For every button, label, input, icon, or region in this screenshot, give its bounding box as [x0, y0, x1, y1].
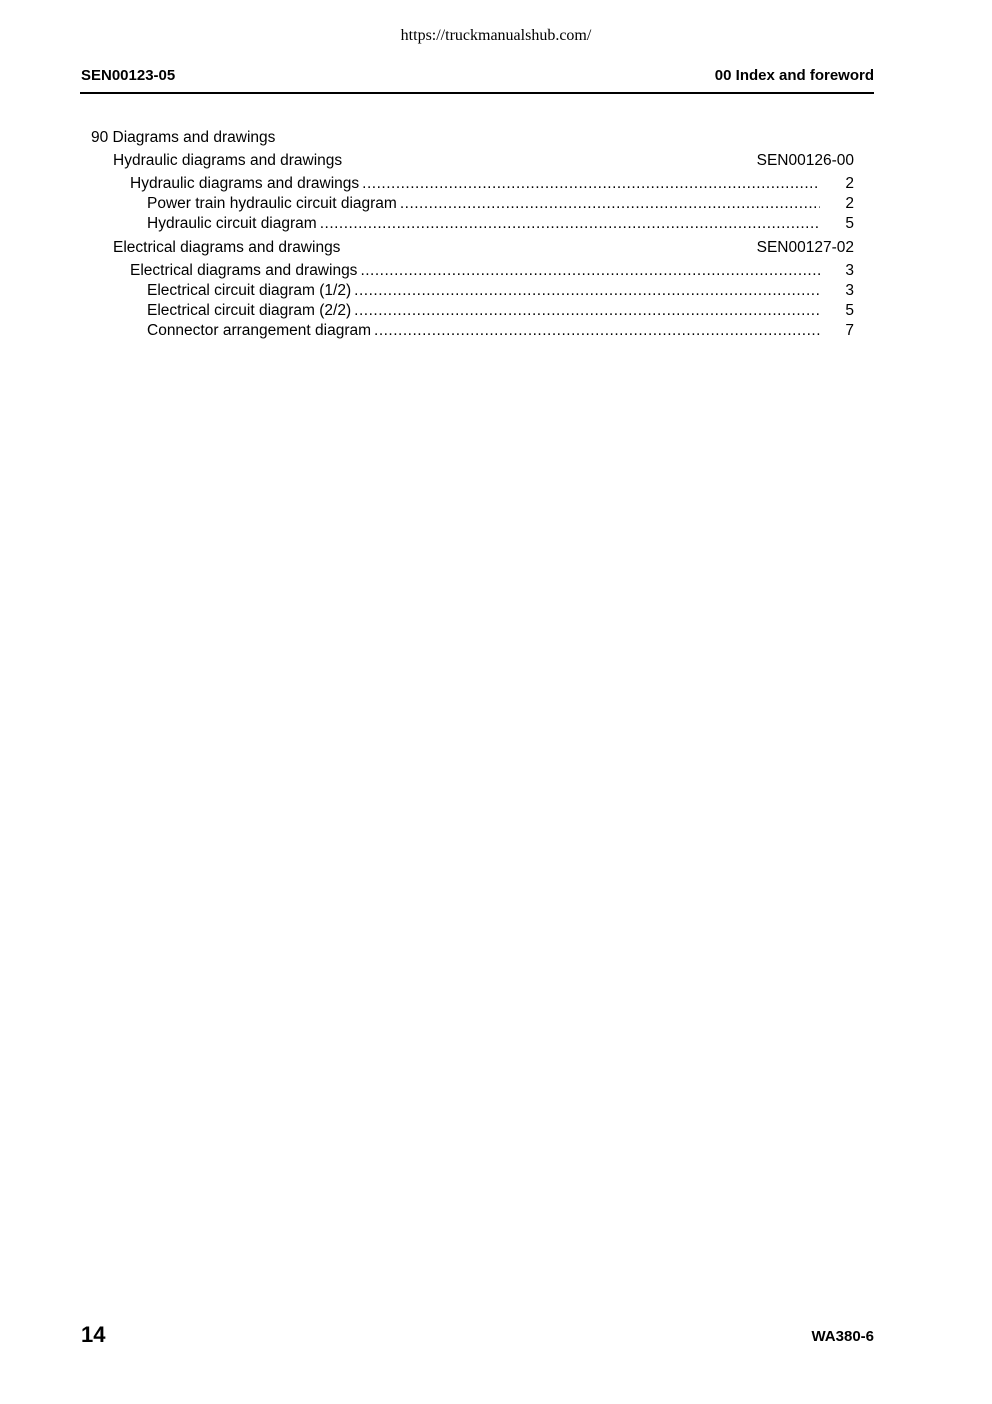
toc-entry[interactable]: [0, 281, 992, 301]
toc-leader-dots: [354, 301, 820, 321]
toc-entry-page: 3: [845, 262, 854, 279]
toc-entry-title: Hydraulic diagrams and drawings: [130, 175, 360, 192]
toc-leader-dots: [354, 281, 820, 301]
toc-entry[interactable]: [0, 214, 992, 234]
section-title: 00 Index and foreword: [714, 67, 874, 84]
model-code: WA380-6: [811, 1328, 874, 1345]
toc-leader-dots: [320, 214, 820, 234]
toc-leader-dots: [400, 194, 820, 214]
toc-leader-dots: [360, 261, 820, 281]
toc-entry-title: Electrical diagrams and drawings: [130, 262, 358, 279]
toc-leader-dots: [374, 321, 820, 341]
toc-entry-title: Power train hydraulic circuit diagram: [147, 195, 397, 212]
toc-entry-title: Electrical circuit diagram (2/2): [147, 302, 352, 319]
toc-group-code: SEN00126-00: [756, 152, 854, 169]
toc-leader-dots: [362, 174, 820, 194]
toc-chapter-title: 90 Diagrams and drawings: [91, 129, 276, 146]
toc-chapter-heading: [0, 128, 992, 148]
toc-entry-page: 2: [845, 195, 854, 212]
toc-entry-page: 3: [845, 282, 854, 299]
toc-entry[interactable]: [0, 301, 992, 321]
toc-group-title: Electrical diagrams and drawings: [113, 239, 341, 256]
toc-group-hydraulic: [0, 151, 992, 171]
header-rule: [80, 92, 874, 94]
toc-entry-title: Hydraulic circuit diagram: [147, 215, 317, 232]
toc-entry-page: 5: [845, 215, 854, 232]
toc-entry-page: 2: [845, 175, 854, 192]
toc-entry-title: Connector arrangement diagram: [147, 322, 372, 339]
document-code: SEN00123-05: [81, 67, 176, 84]
page-number: 14: [81, 1322, 106, 1347]
source-url[interactable]: https://truckmanualshub.com/: [400, 27, 592, 44]
toc-entry[interactable]: [0, 321, 992, 341]
toc-entry[interactable]: [0, 194, 992, 214]
toc-entry[interactable]: [0, 261, 992, 281]
toc-group-code: SEN00127-02: [756, 239, 854, 256]
toc-group-title: Hydraulic diagrams and drawings: [113, 152, 343, 169]
toc-group-electrical: [0, 238, 992, 258]
toc-entry[interactable]: [0, 174, 992, 194]
toc-entry-page: 5: [845, 302, 854, 319]
toc-entry-title: Electrical circuit diagram (1/2): [147, 282, 352, 299]
toc-entry-page: 7: [845, 322, 854, 339]
